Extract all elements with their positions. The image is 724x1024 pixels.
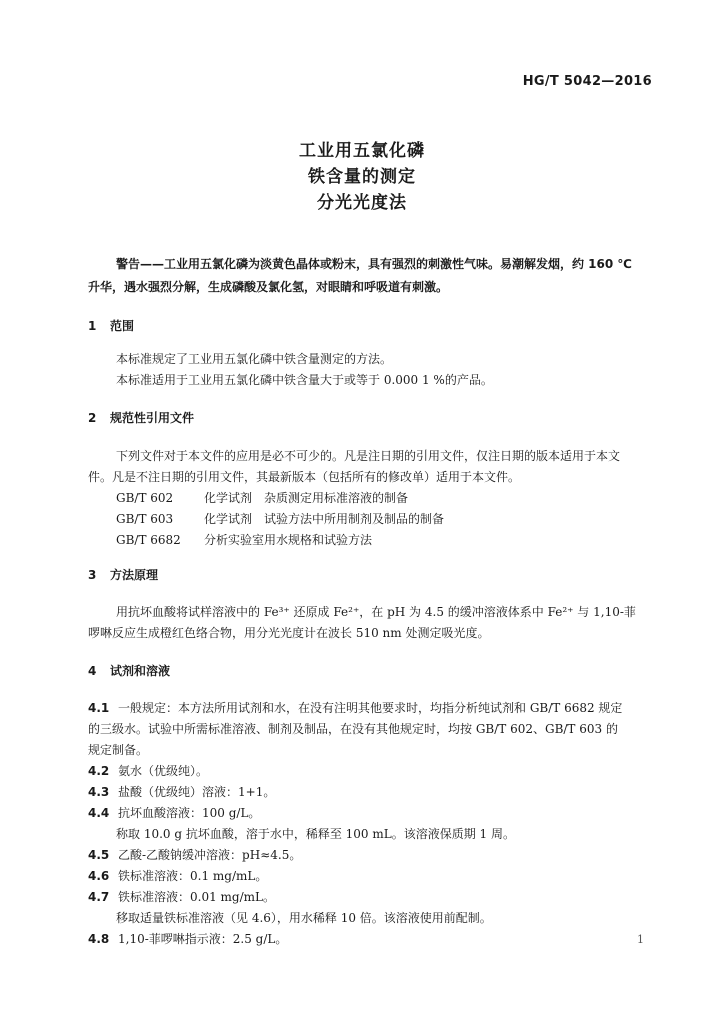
document-title [0, 138, 724, 216]
clause-text: 一般规定：本方法所用试剂和水，在没有注明其他要求时，均指分析纯试剂和 GB/T 6682 规定 [118, 701, 623, 715]
clause-number: 4.3 [88, 785, 110, 799]
section-4-title: 试剂和溶液 [110, 664, 171, 678]
clause-4-6 [88, 866, 652, 887]
title-line-1: 工业用五氯化磷 [299, 141, 425, 161]
page-number: 1 [637, 933, 644, 946]
section-2-para-line-1: 下列文件对于本文件的应用是必不可少的。凡是注日期的引用文件，仅注日期的版本适用于本文 [116, 449, 621, 463]
reference-code: GB/T 6682 [116, 533, 181, 547]
clause-4-5 [88, 845, 652, 866]
clause-number: 4.5 [88, 848, 110, 862]
clause-4-1-line-3: 规定制备。 [88, 743, 149, 757]
section-3-number: 3 [88, 568, 97, 582]
reference-title: 化学试剂 杂质测定用标准溶液的制备 [204, 491, 409, 505]
clause-4-2 [88, 761, 652, 782]
clause-4-4 [88, 803, 652, 824]
reference-title: 化学试剂 试验方法中所用制剂及制品的制备 [204, 512, 445, 526]
clause-4-4-detail: 称取 10.0 g 抗坏血酸，溶于水中，稀释至 100 mL。该溶液保质期 1 周。 [116, 827, 515, 841]
clause-4-1-line-2: 的三级水。试验中所需标准溶液、制剂及制品，在没有其他规定时，均按 GB/T 602、GB/T 603 的 [88, 722, 618, 736]
reference-item [116, 509, 444, 530]
section-3-para-line-2: 啰啉反应生成橙红色络合物，用分光光度计在波长 510 nm 处测定吸光度。 [88, 626, 490, 640]
clause-4-8 [88, 929, 652, 950]
title-line-3: 分光光度法 [317, 193, 407, 213]
clause-4-7 [88, 887, 652, 908]
section-1-number: 1 [88, 319, 97, 333]
section-3-para-line-1: 用抗坏血酸将试样溶液中的 Fe³⁺ 还原成 Fe²⁺，在 pH 为 4.5 的缓冲溶液体系中 Fe²⁺ 与 1,10-菲 [116, 605, 636, 619]
section-1-para-2: 本标准适用于工业用五氯化磷中铁含量大于或等于 0.000 1 %的产品。 [116, 373, 493, 387]
clause-text: 铁标准溶液：0.01 mg/mL。 [118, 890, 275, 904]
warning-paragraph [88, 253, 652, 299]
section-3-title: 方法原理 [110, 568, 159, 582]
clause-text: 乙酸-乙酸钠缓冲溶液：pH≈4.5。 [118, 848, 302, 862]
clause-text: 盐酸（优级纯）溶液：1+1。 [118, 785, 276, 799]
reference-item [116, 488, 408, 509]
reference-item [116, 530, 372, 551]
section-1-heading [88, 317, 134, 334]
warning-line-1: 警告——工业用五氯化磷为淡黄色晶体或粉末，具有强烈的刺激性气味。易潮解发烟，约 160 ℃ [116, 257, 632, 271]
section-2-para-line-2: 件。凡是不注日期的引用文件，其最新版本（包括所有的修改单）适用于本文件。 [88, 470, 521, 484]
reference-title: 分析实验室用水规格和试验方法 [204, 533, 373, 547]
reference-code: GB/T 602 [116, 491, 174, 505]
title-line-2: 铁含量的测定 [308, 167, 416, 187]
warning-line-2: 升华，遇水强烈分解，生成磷酸及氯化氢，对眼睛和呼吸道有刺激。 [88, 280, 449, 294]
standard-number: HG/T 5042—2016 [522, 74, 652, 89]
clause-4-7-detail: 移取适量铁标准溶液（见 4.6），用水稀释 10 倍。该溶液使用前配制。 [116, 911, 492, 925]
section-2-title: 规范性引用文件 [110, 411, 195, 425]
clause-text: 氨水（优级纯）。 [118, 764, 209, 778]
section-4-heading [88, 662, 170, 679]
clause-number: 4.4 [88, 806, 110, 820]
clause-4-1 [88, 698, 652, 719]
clause-number: 4.2 [88, 764, 110, 778]
section-2-heading [88, 409, 194, 426]
section-1-para-1: 本标准规定了工业用五氯化磷中铁含量测定的方法。 [116, 352, 393, 366]
clause-text: 抗坏血酸溶液：100 g/L。 [118, 806, 261, 820]
clause-text: 铁标准溶液：0.1 mg/mL。 [118, 869, 268, 883]
reference-code: GB/T 603 [116, 512, 174, 526]
section-2-number: 2 [88, 411, 97, 425]
clause-number: 4.6 [88, 869, 110, 883]
section-4-number: 4 [88, 664, 97, 678]
clause-number: 4.8 [88, 932, 110, 946]
clause-number: 4.1 [88, 701, 110, 715]
clause-text: 1,10-菲啰啉指示液：2.5 g/L。 [118, 932, 288, 946]
clause-4-3 [88, 782, 652, 803]
clause-number: 4.7 [88, 890, 110, 904]
section-3-heading [88, 566, 158, 583]
section-1-title: 范围 [110, 319, 135, 333]
